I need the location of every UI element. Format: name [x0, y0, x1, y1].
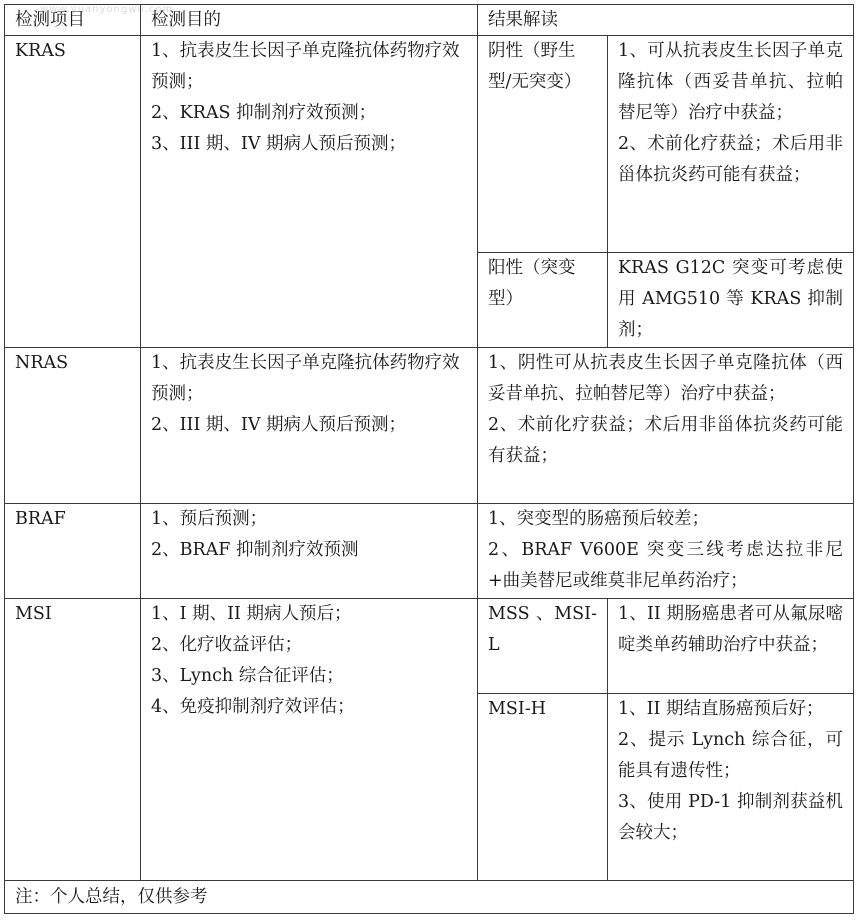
msi-purpose-line: 2、化疗收益评估；: [151, 635, 303, 655]
watermark-text: www.yuanyongwu.com: [40, 4, 174, 15]
msi-purpose-line: 3、Lynch 综合征评估；: [151, 666, 344, 686]
table-header-row: [5, 5, 854, 36]
nras-name: NRAS: [5, 348, 141, 504]
msi-mss-label: MSS 、MSI-L: [478, 599, 608, 694]
table-row-braf: [5, 504, 854, 599]
kras-purpose-line: 1、抗表皮生长因子单克隆抗体药物疗效预测；: [151, 41, 460, 92]
braf-purpose-line: 1、预后预测；: [151, 509, 268, 529]
table-row-msi: [5, 599, 854, 694]
braf-interpretation: [478, 504, 854, 599]
braf-purpose-line: 2、BRAF 抑制剂疗效预测: [151, 540, 359, 560]
msi-name: MSI: [5, 599, 141, 881]
header-purpose: 检测目的: [141, 5, 478, 36]
kras-positive-label: 阳性（突变型）: [478, 253, 608, 348]
msi-mss-line: 1、II 期肠癌患者可从氟尿嘧啶类单药辅助治疗中获益；: [618, 604, 843, 655]
header-interpretation: 结果解读: [478, 5, 854, 36]
msi-h-line: 2、提示 Lynch 综合征，可能具有遗传性；: [618, 730, 843, 781]
nras-interpretation-line: 2、术前化疗获益；术后用非甾体抗炎药可能有获益；: [488, 415, 843, 466]
msi-h-line: 3、使用 PD-1 抑制剂获益机会较大；: [618, 792, 843, 843]
kras-purpose: [141, 36, 478, 348]
kras-purpose-line: 3、III 期、IV 期病人预后预测；: [151, 134, 407, 154]
kras-positive-text: [608, 253, 854, 348]
nras-interpretation: [478, 348, 854, 504]
table-row-kras: [5, 36, 854, 253]
msi-h-label: MSI-H: [478, 694, 608, 881]
nras-purpose-line: 2、III 期、IV 期病人预后预测；: [151, 415, 407, 435]
braf-purpose: [141, 504, 478, 599]
braf-interpretation-line: 2、BRAF V600E 突变三线考虑达拉非尼+曲美替尼或维莫非尼单药治疗；: [488, 540, 843, 591]
table-row-nras: [5, 348, 854, 504]
kras-positive-line: KRAS G12C 突变可考虑使用 AMG510 等 KRAS 抑制剂；: [618, 258, 843, 340]
test-results-table: [4, 4, 854, 914]
kras-negative-line: 2、术前化疗获益；术后用非甾体抗炎药可能有获益；: [618, 134, 843, 185]
braf-name: BRAF: [5, 504, 141, 599]
msi-purpose-line: 1、I 期、II 期病人预后；: [151, 604, 352, 624]
msi-purpose: [141, 599, 478, 881]
kras-negative-line: 1、可从抗表皮生长因子单克隆抗体（西妥昔单抗、拉帕替尼等）治疗中获益；: [618, 41, 843, 123]
nras-interpretation-line: 1、阴性可从抗表皮生长因子单克隆抗体（西妥昔单抗、拉帕替尼等）治疗中获益；: [488, 353, 843, 404]
msi-h-text: [608, 694, 854, 881]
table-note-row: [5, 881, 854, 914]
kras-negative-text: [608, 36, 854, 253]
header-item: 检测项目: [5, 5, 141, 36]
table-note: 注：个人总结，仅供参考: [5, 881, 854, 914]
braf-interpretation-line: 1、突变型的肠癌预后较差；: [488, 509, 710, 529]
nras-purpose: [141, 348, 478, 504]
msi-mss-text: [608, 599, 854, 694]
kras-purpose-line: 2、KRAS 抑制剂疗效预测；: [151, 103, 377, 123]
msi-purpose-line: 4、免疫抑制剂疗效评估；: [151, 697, 355, 717]
nras-purpose-line: 1、抗表皮生长因子单克隆抗体药物疗效预测；: [151, 353, 460, 404]
kras-name: KRAS: [5, 36, 141, 348]
kras-negative-label: 阴性（野生型/无突变）: [478, 36, 608, 253]
msi-h-line: 1、II 期结直肠癌预后好；: [618, 699, 824, 719]
